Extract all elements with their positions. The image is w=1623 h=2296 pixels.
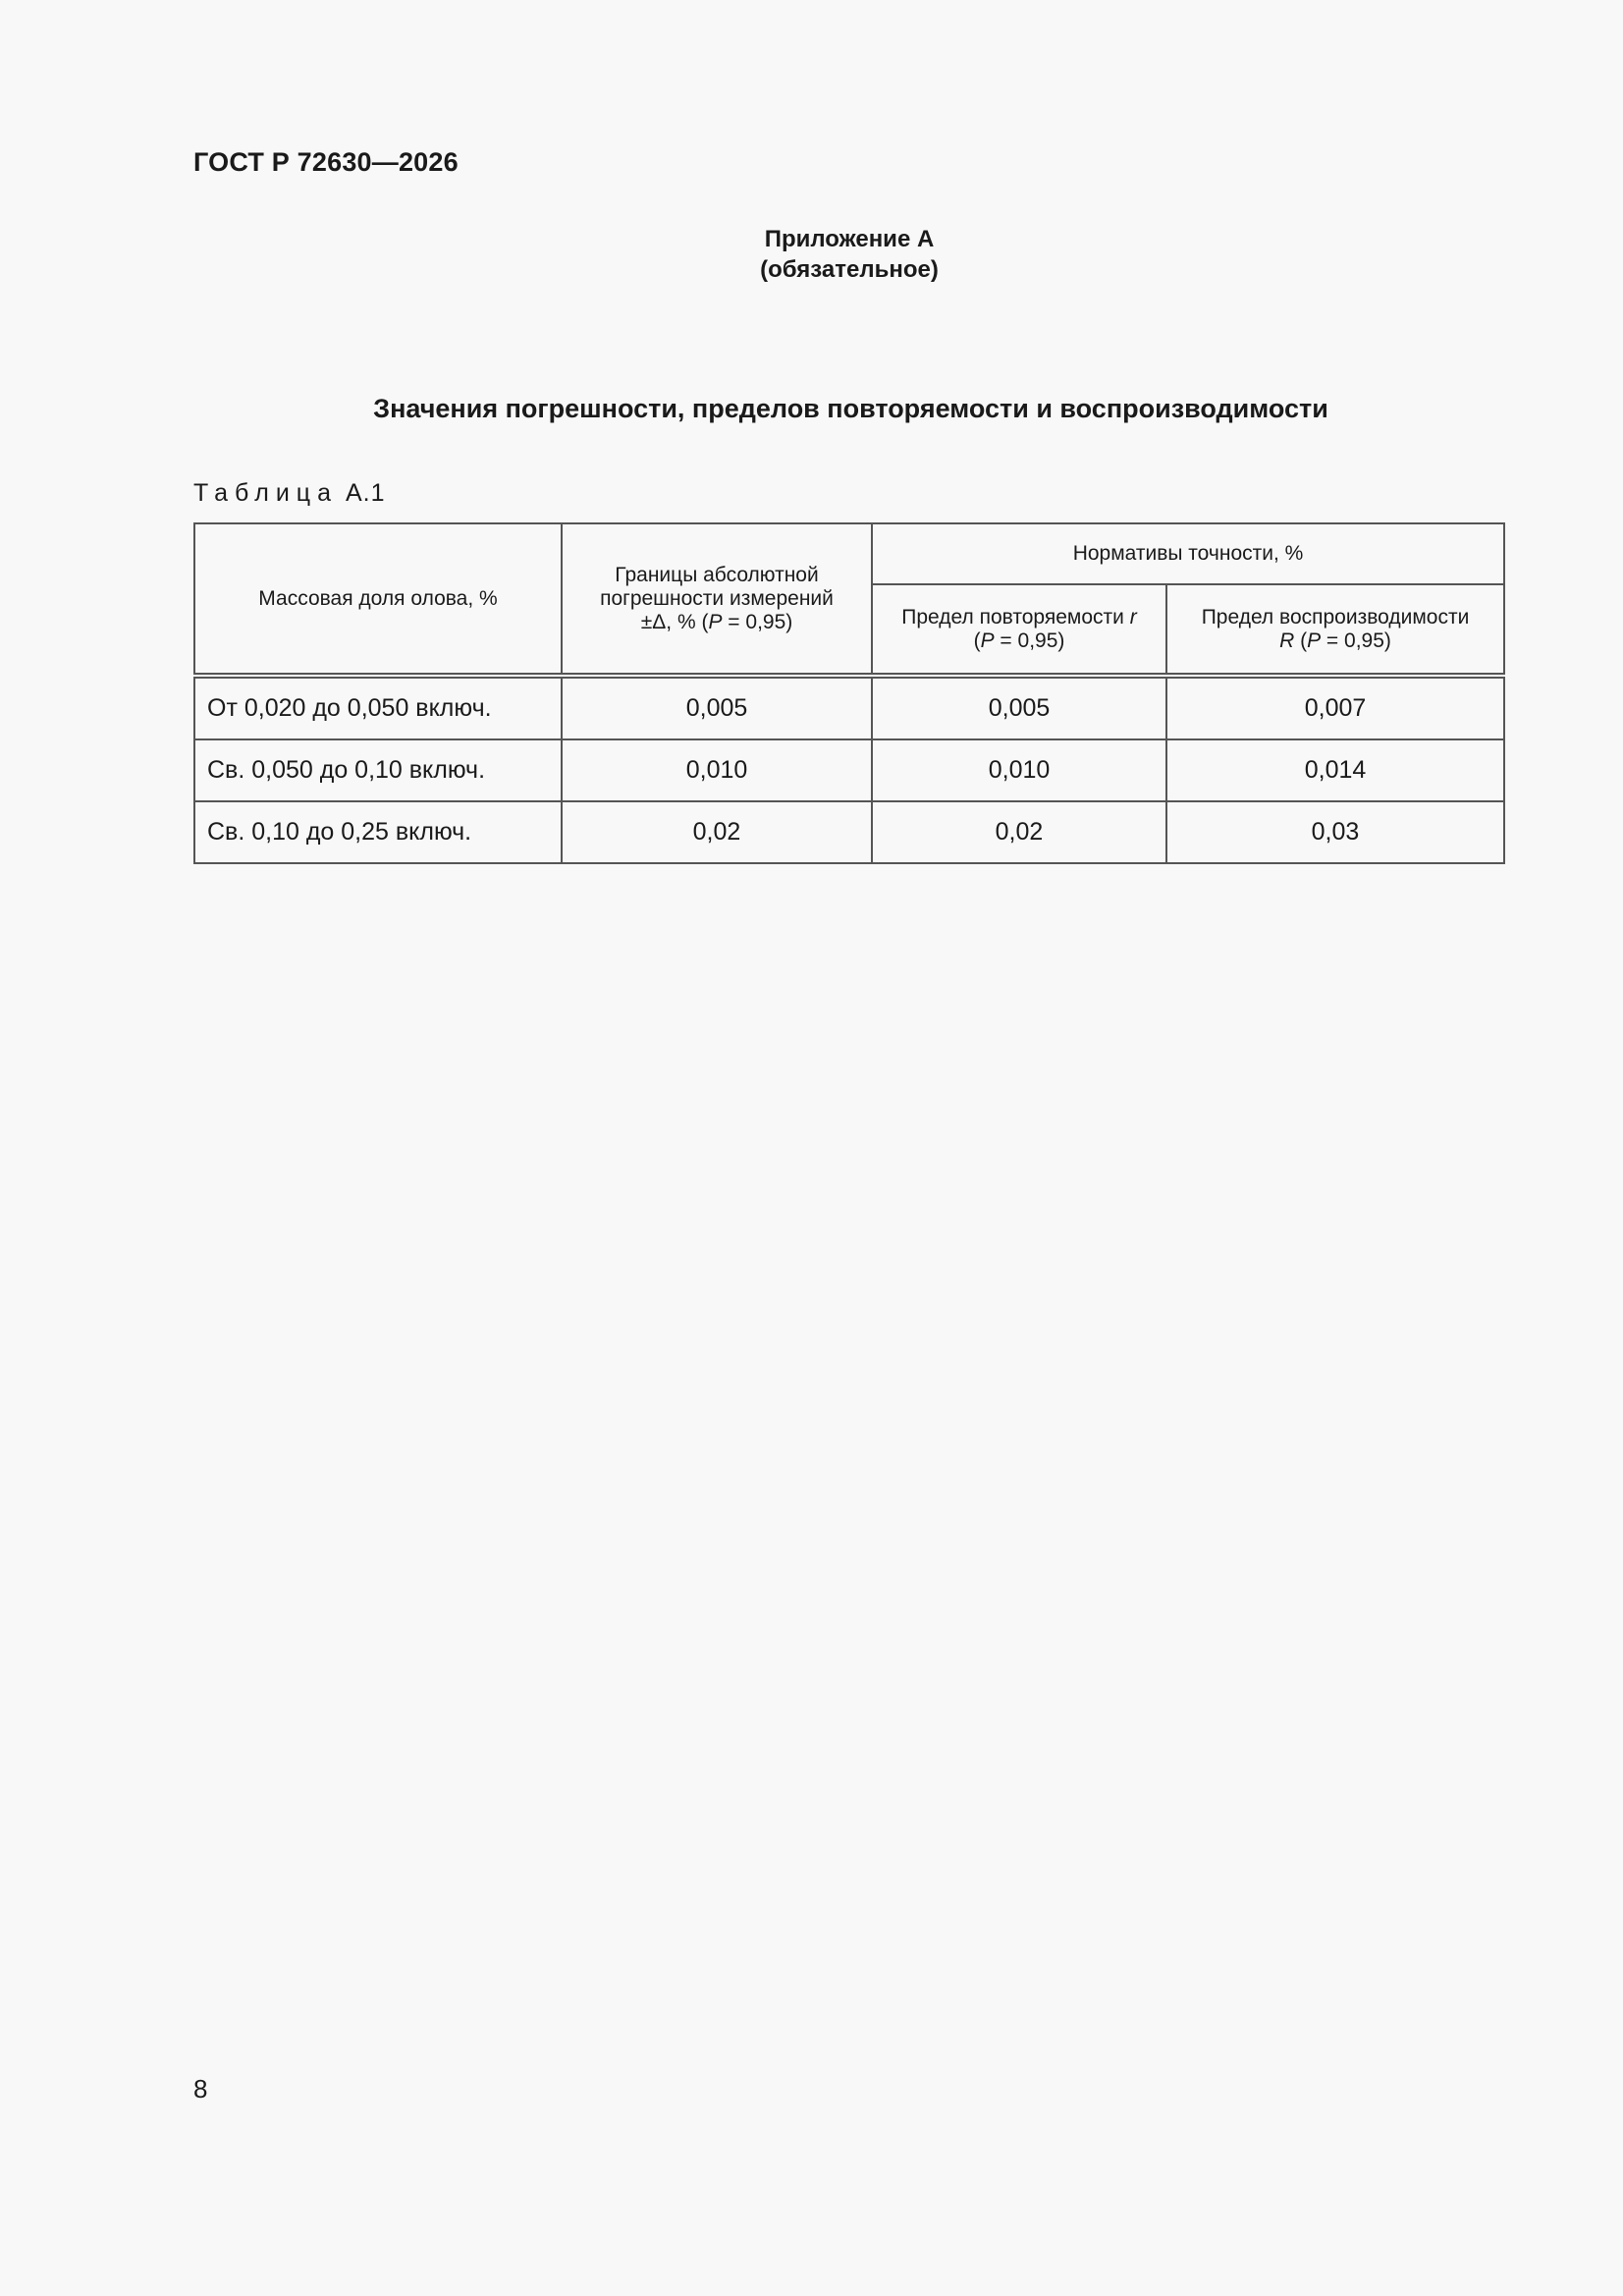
appendix-status: (обязательное) [760, 256, 939, 283]
header-error-bounds: Границы абсолютной погрешности измерений ±Δ, % (P = 0,95) [562, 523, 872, 676]
header-mass-fraction: Массовая доля олова, % [194, 523, 562, 676]
table-caption-word: Таблица [193, 479, 339, 507]
header-reproducibility-limit: Предел воспроизводимости R (P = 0,95) [1166, 584, 1504, 676]
cell-repeatability: 0,010 [872, 739, 1166, 801]
appendix-heading [0, 224, 1623, 285]
section-title: Значения погрешности, пределов повторяемости и воспроизводимости [373, 394, 1328, 423]
appendix-title: Приложение А [764, 226, 935, 252]
cell-repeatability: 0,02 [872, 801, 1166, 863]
cell-delta: 0,02 [562, 801, 872, 863]
table-row [194, 739, 1504, 801]
table-caption-number: А.1 [345, 479, 386, 507]
cell-range: От 0,020 до 0,050 включ. [194, 676, 562, 739]
header-accuracy-norms: Нормативы точности, % [872, 523, 1504, 584]
cell-repeatability: 0,005 [872, 676, 1166, 739]
cell-delta: 0,010 [562, 739, 872, 801]
table-row [194, 676, 1504, 739]
page-number: 8 [193, 2074, 208, 2104]
table-row [194, 801, 1504, 863]
cell-reproducibility: 0,007 [1166, 676, 1504, 739]
accuracy-table [193, 522, 1505, 864]
cell-range: Св. 0,050 до 0,10 включ. [194, 739, 562, 801]
document-code: ГОСТ Р 72630—2026 [193, 147, 459, 177]
cell-reproducibility: 0,014 [1166, 739, 1504, 801]
table-caption [193, 479, 386, 508]
cell-range: Св. 0,10 до 0,25 включ. [194, 801, 562, 863]
cell-reproducibility: 0,03 [1166, 801, 1504, 863]
cell-delta: 0,005 [562, 676, 872, 739]
header-repeatability-limit: Предел повторяемости r (P = 0,95) [872, 584, 1166, 676]
